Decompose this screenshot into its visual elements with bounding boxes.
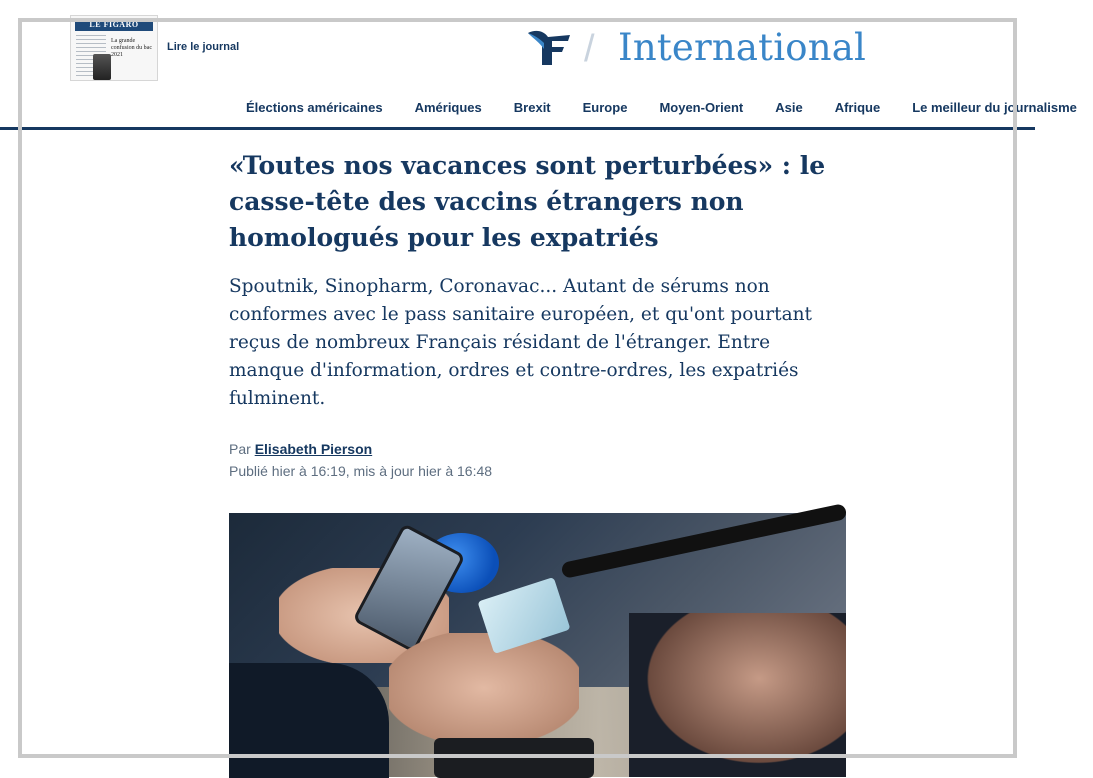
read-journal-link[interactable]: Lire le journal — [167, 41, 240, 53]
le-figaro-f-logo-icon[interactable] — [526, 29, 572, 67]
nav-item-moyen-orient[interactable]: Moyen-Orient — [659, 100, 744, 115]
photo-right-hand — [629, 613, 846, 777]
author-link[interactable]: Elisabeth Pierson — [254, 441, 373, 457]
byline-prefix: Par — [229, 441, 251, 457]
journal-cover-headline: La grande confusion du bac 2021 — [111, 38, 152, 58]
article-headline: «Toutes nos vacances sont perturbées» : le casse-tête des vaccins étrangers non homologués pour les expatriés — [229, 151, 826, 252]
photo-sleeve — [229, 663, 389, 778]
photo-middle-hand — [389, 633, 579, 743]
logo-separator: / — [584, 28, 595, 70]
photo-barrier — [561, 503, 848, 579]
header-divider — [0, 127, 1035, 130]
article-byline — [229, 438, 847, 460]
article-standfirst: Spoutnik, Sinopharm, Coronavac... Autant de sérums non conformes avec le pass sanitaire européen, et qu'ont pourtant reçus de nombreux Français résidant de l'étranger. Entre manque d'information, ordres et contre-ordres, les expatriés fulminent. — [229, 276, 812, 409]
journal-cover-photo — [93, 54, 111, 80]
nav-item-elections-americaines[interactable]: Élections américaines — [246, 100, 383, 115]
journal-masthead: LE FIGARO — [75, 19, 153, 31]
nav-item-brexit[interactable]: Brexit — [513, 100, 551, 115]
nav-item-asie[interactable]: Asie — [775, 100, 803, 115]
nav-item-afrique[interactable]: Afrique — [834, 100, 881, 115]
journal-cover-thumbnail[interactable] — [70, 15, 158, 81]
nav-item-europe[interactable]: Europe — [582, 100, 628, 115]
nav-item-meilleur-du-journalisme[interactable]: Le meilleur du journalisme — [912, 100, 1077, 115]
section-nav — [230, 100, 1093, 115]
article — [229, 148, 847, 482]
article-hero-photo — [229, 513, 846, 777]
nav-item-ameriques[interactable]: Amériques — [414, 100, 482, 115]
publication-dates: Publié hier à 16:19, mis à jour hier à 16:48 — [229, 463, 493, 479]
photo-small-phone — [434, 738, 594, 778]
site-header — [0, 0, 1077, 131]
section-title[interactable]: International — [618, 26, 867, 69]
